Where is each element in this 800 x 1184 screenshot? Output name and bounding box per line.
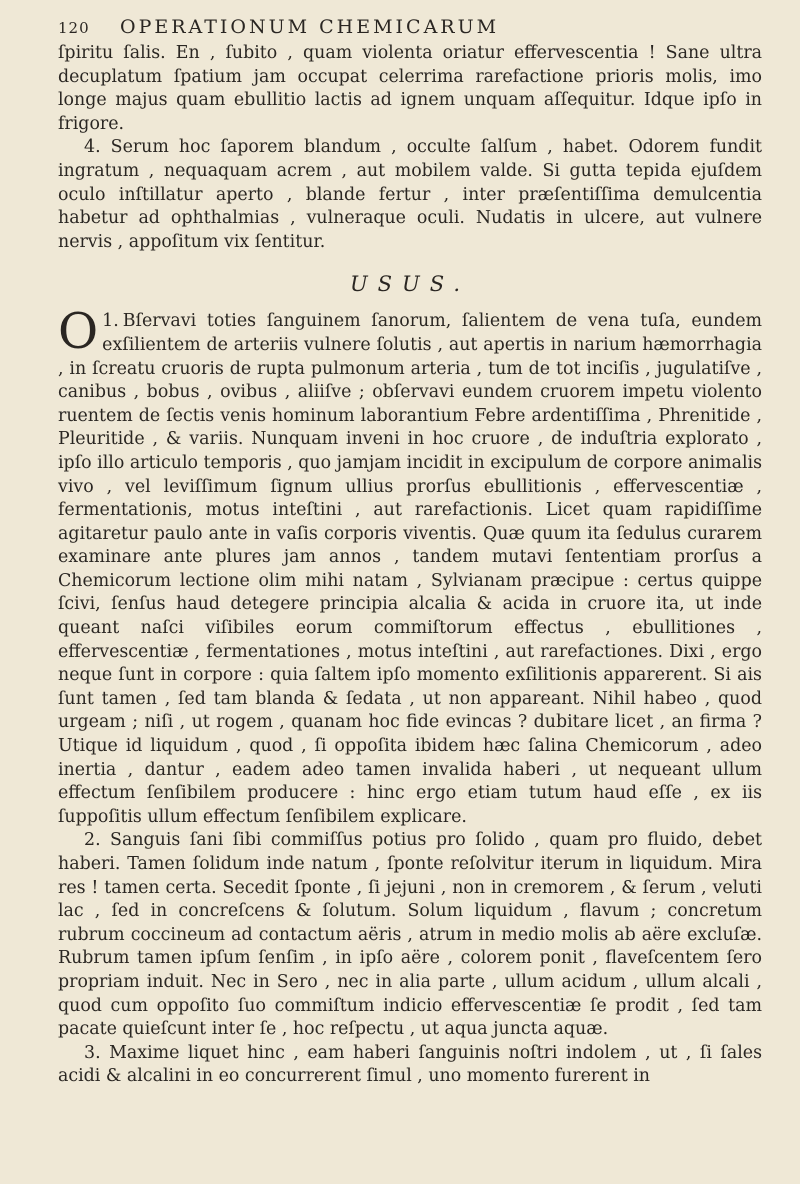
paragraph-number: 1.: [102, 311, 119, 332]
paragraph-3: 3. Maxime liquet hinc , eam haberi ſanguinis noſtri indolem , ut , ſi ſales acidi & alcalini in eo concurrerent ſimul , uno momento furerent in: [58, 1042, 762, 1087]
page-header: [58, 16, 762, 38]
running-head: OPERATIONUM CHEMICARUM: [120, 16, 500, 38]
paragraph-usus-1: [58, 303, 762, 829]
paragraph-continuation: ſpiritu ſalis. En , ſubito , quam violenta oriatur effervescentia ! Sane ultra decuplatum ſpatium jam occupat celerrima rarefactione prioris molis, imo longe majus quam ebullitio lactis ad ignem unquam aſſequitur. Idque ipſo in frigore.: [58, 43, 762, 134]
paragraph-2: 2. Sanguis ſani ſibi commiſſus potius pro ſolido , quam pro fluido, debet haberi. Tamen ſolidum inde natum , ſponte reſolvitur iterum in liquidum. Mira res ! tamen certa. Secedit ſponte , ſi jejuni , non in cremorem , & ſerum , veluti lac , ſed in concreſcens & ſolutum. Solum liquidum , flavum ; concretum rubrum coccineum ad contactum aëris , atrum in medio molis ab aëre excluſæ. Rubrum tamen ipſum ſenſim , in ipſo aëre , colorem ponit , flaveſcentem ſero propriam induit. Nec in Sero , nec in alia parte , ullum acidum , ullum alcali , quod cum oppoſito ſuo commiſtum indicio effervescentiæ ſe prodit , ſed tam pacate quieſcunt inter ſe , hoc reſpectu , ut aqua juncta aquæ.: [58, 830, 762, 1040]
section-heading-usus: USUS.: [349, 272, 471, 297]
page-number: 120: [58, 19, 90, 37]
paragraph-usus-1-text: Bſervavi toties ſanguinem ſanorum, ſalientem de vena tuſa, eundem exſilientem de arteriis vulnere ſolutis , aut apertis in narium hæmorrhagia , in ſcreatu cruoris de rupta pulmonum arteria , tum de tot inciſis , jugulatiſve , canibus , bobus , ovibus , aliiſve ; obſervavi eundem cruorem impetu violento ruentem de ſectis venis hominum laborantium Febre ardentiſſima , Phrenitide , Pleuritide , & variis. Nunquam inveni in hoc cruore , de induſtria explorato , ipſo illo articulo temporis , quo jamjam incidit in excipulum de corpore animalis vivo , vel leviſſimum ſignum ullius prorſus ebullitionis , effervescentiæ , fermentationis, motus inteſtini , aut rarefactionis. Licet quam rapidiſſime agitaretur paulo ante in vaſis corporis viventis. Quæ quum ita ſedulus curarem examinare ante plures jam annos , tandem mutavi ſententiam prorſus a Chemicorum lectione olim mihi natam , Sylvianam præcipue : certus quippe ſcivi, ſenſus haud detegere principia alcalia & acida in cruore ita, ut inde queant naſci viſibiles eorum commiſtorum effectus , ebullitiones , effervescentiæ , fermentationes , motus inteſtini , aut rarefactiones. Dixi , ergo neque ſunt in corpore : quia ſaltem ipſo momento exſilitionis apparerent. Si ais ſunt tamen , ſed tam blanda & ſedata , ut non appareant. Nihil habeo , quod urgeam ; niſi , ut rogem , quanam hoc fide evincas ? dubitare licet , an firma ? Utique id liquidum , quod , ſi oppoſita ibidem hæc ſalina Chemicorum , adeo inertia , dantur , eadem adeo tamen invalida haberi , ut nequeant ullum effectum ſenſibilem producere : hinc ergo etiam tutum haud eſſe , ex iis ſuppoſitis ullum effectum ſenſibilem explicare.: [58, 311, 762, 827]
paragraph-4: 4. Serum hoc ſaporem blandum , occulte ſalſum , habet. Odorem fundit ingratum , nequaquam acrem , aut mobilem valde. Si gutta tepida ejuſdem oculo inſtillatur aperto , blande fertur , inter præſentiſſima demulcentia habetur ad ophthalmias , vulneraque oculi. Nudatis in ulcere, aut vulnere nervis , appoſitum vix ſentitur.: [58, 137, 762, 252]
drop-cap-letter: O: [58, 303, 99, 361]
